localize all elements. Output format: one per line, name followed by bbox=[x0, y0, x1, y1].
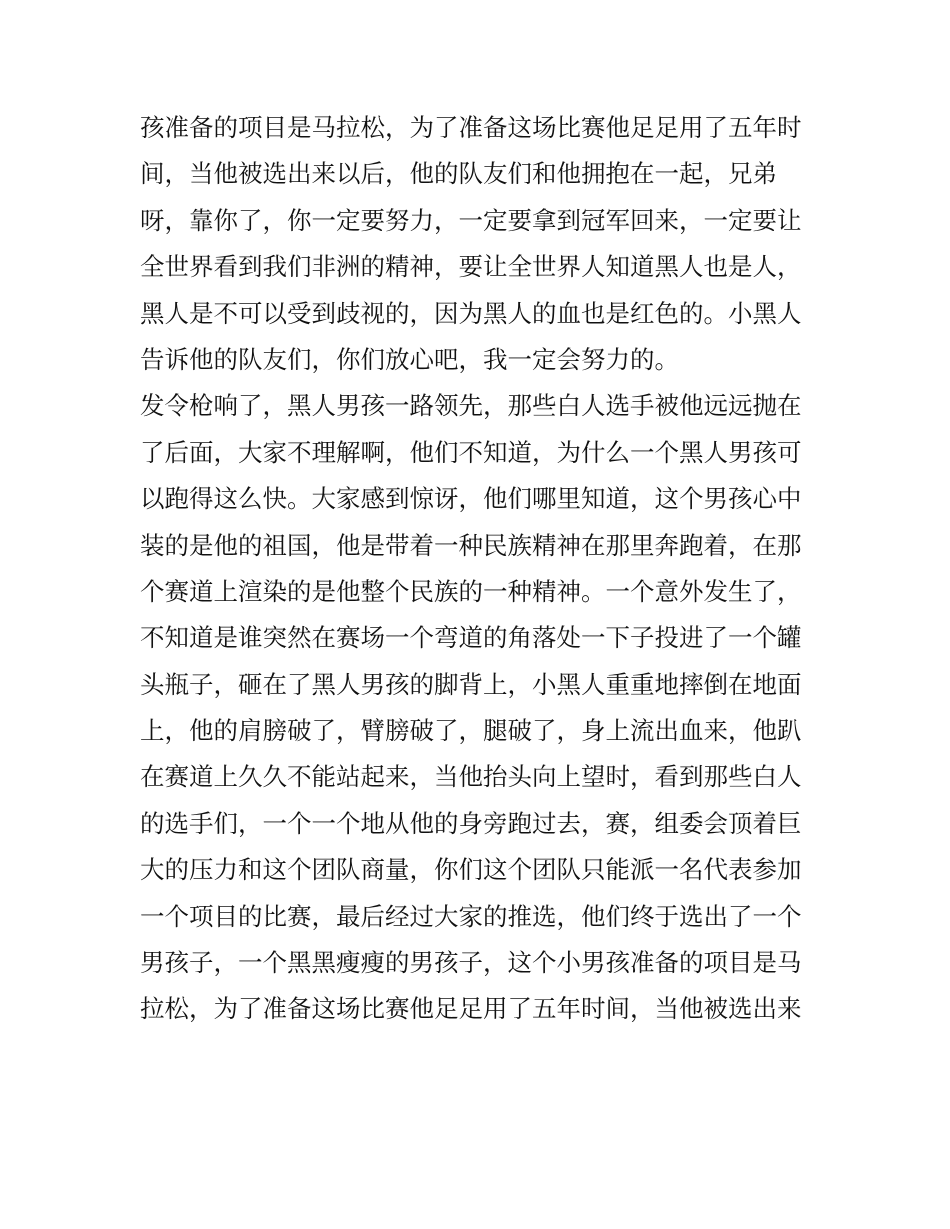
text-line: 大的压力和这个团队商量，你们这个团队只能派一名代表参加 bbox=[140, 855, 802, 885]
text-line: 孩准备的项目是马拉松，为了准备这场比赛他足足用了五年时 bbox=[140, 113, 802, 142]
text-line: 装的是他的祖国，他是带着一种民族精神在那里奔跑着，在那 bbox=[140, 530, 802, 560]
text-line: 了后面，大家不理解啊，他们不知道，为什么一个黑人男孩可 bbox=[140, 437, 802, 467]
text-line: 拉松，为了准备这场比赛他足足用了五年时间，当他被选出来 bbox=[140, 994, 802, 1024]
body-text bbox=[140, 105, 820, 1033]
text-line: 男孩子，一个黑黑瘦瘦的男孩子，这个小男孩准备的项目是马 bbox=[140, 948, 802, 978]
text-line: 头瓶子，砸在了黑人男孩的脚背上，小黑人重重地摔倒在地面 bbox=[140, 669, 802, 699]
text-line: 不知道是谁突然在赛场一个弯道的角落处一下子投进了一个罐 bbox=[140, 623, 802, 653]
text-line: 间，当他被选出来以后，他的队友们和他拥抱在一起，兄弟 bbox=[140, 159, 777, 189]
text-line: 以跑得这么快。大家感到惊讶，他们哪里知道，这个男孩心中 bbox=[140, 484, 802, 514]
text-line: 呀，靠你了，你一定要努力，一定要拿到冠军回来，一定要让 bbox=[140, 205, 802, 235]
text-line: 个赛道上渲染的是他整个民族的一种精神。一个意外发生了， bbox=[140, 576, 802, 606]
text-line: 告诉他的队友们，你们放心吧，我一定会努力的。 bbox=[140, 344, 679, 374]
text-line: 的选手们，一个一个地从他的身旁跑过去，赛，组委会顶着巨 bbox=[140, 808, 802, 838]
text-line: 黑人是不可以受到歧视的，因为黑人的血也是红色的。小黑人 bbox=[140, 298, 802, 328]
text-line: 发令枪响了，黑人男孩一路领先，那些白人选手被他远远抛在 bbox=[140, 391, 802, 421]
text-line: 全世界看到我们非洲的精神，要让全世界人知道黑人也是人， bbox=[140, 252, 802, 282]
text-line: 一个项目的比赛，最后经过大家的推选，他们终于选出了一个 bbox=[140, 901, 802, 931]
text-line: 上，他的肩膀破了，臂膀破了，腿破了，身上流出血来，他趴 bbox=[140, 716, 802, 746]
text-line: 在赛道上久久不能站起来，当他抬头向上望时，看到那些白人 bbox=[140, 762, 802, 792]
